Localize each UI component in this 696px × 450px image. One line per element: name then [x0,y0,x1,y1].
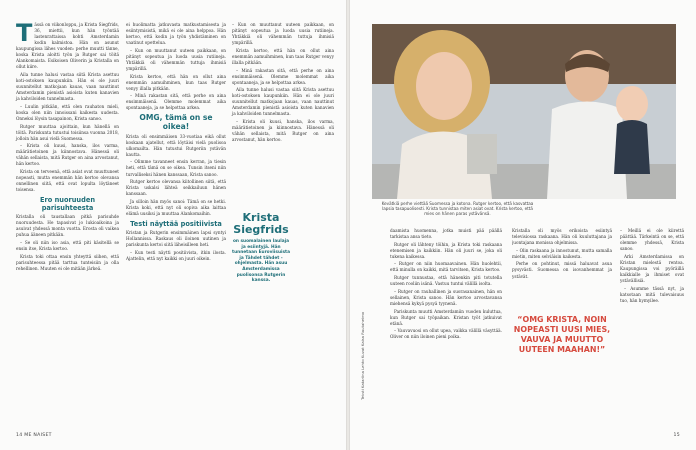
paragraph: ei huolimatta jatkuvasta matkustamisesta ja esiintymisistä, mikä ei ole aina helppoa. Hän kertoo, että kodin ja työn yhdistäminen on vaatinut opettelua. [126,22,226,46]
paragraph: – Krista oli kuusi, hanska, ilos varma, määrätietoinen ja kiinnostava. Hänessä oli vähän sellaista, mitä Rutger on aina arvostanut, hän kertoo. [16,143,119,167]
paragraph: Krista kertoo, että hän on ollut aina enemmän aamuihminen, kun taas Rutger venyy illalla pitkään. [232,47,334,65]
paragraph: Arki Amsterdamissa on Kristan mielestä rentoa. Kaupungissa voi pyöräillä kaikkialle ja ihmiset ovat ystävällisiä. [620,253,684,283]
text-column-6 [620,228,684,305]
paragraph: – Rutger on niin huomaavainen. Hän huolehtii, että minulla on kaikki, mitä tarvitsen, Krista kertoo. [390,261,502,273]
paragraph: – Olin raskaana ja innostunut, mutta samalla mietin, miten selviäisin kaikesta. [512,247,612,259]
subheading: Ero nuoruuden parisuhteesta [39,196,96,213]
drop-cap: T [16,19,33,47]
paragraph: daamista huomenna, jotka muisti pää päällä tarkistaa ansa tieto. [390,228,502,240]
paragraph: Krista toki ottaa ensin yhteyttä siihen, että parisuhteessa pitää tarttua tunteisiin ja olla rehellinen. Muuten ei ole mitään järkeä. [16,253,119,271]
text-column-5 [512,228,612,308]
paragraph: Ja silloin hän myös sanoi: Tämä on se hetki. Krista koki, että nyt oli sopiva aika laittaa elämä uusiksi ja muuttaa Alankomaihin. [126,198,226,216]
paragraph: Kristalla oli taustallaan pitkä parisuhde nuoruudesta. He tapasivat jo lukioaikoina ja asuivat yhdessä monta vuotta. Erosta oli vaikea puhua ääneen pitkään. [16,214,119,238]
left-page [0,0,346,450]
paragraph: – Se oli niin iso asia, että piti käsitellä se ensin itse, Krista kertoo. [16,240,119,252]
photo-caption: Kevätkiä perhe viettää Suomessa ja kotona. Rutger kertoo, että kasvattaa lapsia tasapuolisesti. Krista tunnistaa miten asiat ovat. Krista kertoo, että mies on hänen paras ystävänsä. [381,201,534,216]
paragraph: – Meillä ei ole kiirettä päättää. Tärkeintä on se, että olemme yhdessä, Krista sanoo. [620,228,684,252]
text-column-2 [126,22,226,263]
paragraph: Rutger kertoo olevansa kiitollinen siitä, että Krista uskalsi lähteä seikkailuun hänen kanssaan. [126,179,226,197]
sidebar-text: on suomalainen laulaja ja esiintyjä. Hän tunnetaan Euroviisuista ja Tähdet tähdet -ohjelmasta. Hän asuu Amsterdamissa puolisonsa Rutgerin kanssa. [232,239,290,284]
paragraph: – Rutger on rauhallinen ja suorasanainen, hän on sellainen, Krista sanoo. Hän kertoo arvostavansa miehensä kykyä pysyä tyynenä. [390,288,502,306]
paragraph: – Luulin pitkään, että olen rauhaton mieli, koska olen niin innoissani kaikesta uudesta. Onneksi löysin tasapainon, Krista sanoo. [16,103,119,121]
text-column-4 [390,228,502,342]
text-column-1 [16,19,119,273]
text-column-3 [232,22,334,145]
paragraph: Pariskunta muutti Amsterdamiin vuoden kuluttua, kun Rutger sai työpaikan. Kristan työt jatkuivat etänä. [390,308,502,326]
paragraph: Aila tunne halusi vastaa siitä Krista asettuu koti-ostoksen kaupunkiin. Hän ei ole juuri suunnitellut matkojaan kauas, vaan nauttinut Amsterdamin pienistä asioista kuten kanavien ja kahviloiden tunnelmasta. [16,71,119,102]
paragraph: – Krista oli kuusi, hanska, ilos varma, määrätietoinen ja kiinnostava. Hänessä oli vähän sellaista, mitä Rutger on aina arvostanut, hän kertoo. [232,119,334,143]
page-folio-left: 14 ME NAISET [16,433,52,438]
subheading: OMG, tämä on se oikea! [139,113,213,132]
paragraph: – Minä rakastan sitä, että perhe on aina ensimmäisenä. Olemme molemmat aika spontaaneja, ja se helpottaa arkea. [126,93,226,111]
photo-illustration [372,24,676,199]
profile-sidebar [231,212,291,284]
paragraph: Rutger tunnustaa, että hänenkin piti totutella uuteen rooliin isänä. Vastuu tuntui välillä isolta. [390,275,502,287]
paragraph: Rutger oli lähteny töihin, ja Krista toki raskaana etenemisen ja kaikkiin. Hän oli juuri se, joka oli tukena kaikessa. [390,241,502,259]
paragraph: – Kun on muuttanut uuteen paikkaan, on pitänyt sopeutua ja luoda uusia rutiineja. Yhtäkkiä oli vähemmän tuttuja ihmisiä ympärillä. [232,22,334,46]
paragraph: – Vauvavuosi on ollut upea, vaikka välillä väsyttää. Oliver on niin iloinen pieni poika. [390,328,502,340]
paragraph: – Minä rakastan sitä, että perhe on aina ensimmäisenä. Olemme molemmat aika spontaaneja, ja se helpottaa arkea. [232,67,334,85]
paragraph: Rutger muuttaa ajoittain, kun hänellä on töitä. Pariskunta tutustui toisiinsa vuonna 2018, jolloin hän asui vielä Suomessa. [16,123,119,141]
subheading: Testi näyttää positiivista [130,220,222,229]
paragraph: Krista oli ensimmäisen 33-vuotiaa eikä ollut koskaan ajatellut, että löytäisi vielä puolisoa ulkomailta. Hän tutustui Rutgeriin ystävän kautta. [126,133,226,157]
paragraph: – Asumme tässä nyt, ja katsotaan mitä tulevaisuus tuo, hän hymyilee. [620,285,684,303]
photo-credit: Teksti Katariina Lehto Kuvat Kaisa Rautaheimo [360,311,365,400]
paragraph: – Olimme tavanneet ensin kerran, ja tiesin heti, että tämä on se oikea. Tunsin itseni niin turvalliseksi hänen kanssaan, Krista sanoo. [126,159,226,177]
paragraph: Kristalla oli myös erikoista esiintyä televisiossa raskaana. Hän oli kuuluttajana ja juontajana monissa ohjelmissa. [512,228,612,246]
paragraph: – Kun on muuttanut uuteen paikkaan, on pitänyt sopeutua ja luoda uusia rutiineja. Yhtäkkiä oli vähemmän tuttuja ihmisiä ympärillä. [126,47,226,71]
paragraph: Kristan ja Rutgerin ensimmäinen lapsi syntyi Hollannissa. Raskaus oli iloinen uutinen ja pariskunta kertoi siitä läheisilleen heti. [126,230,226,248]
paragraph: ässä on viikonloppu, ja Krista Siegfrids, 36, miettii, kun hän työntää lastenrattaissa kohti Amsterdamin kodin kalmistoa. Hän on asunut kaupungissa lähes vuoden: perhe muutti tänne, koska Krista aloitti työn ja Rutger sai töitä Alankomaista. Esikoisen Oliverin ja Kristalla on ollut kiire. [16,22,119,70]
pull-quote: “OMG KRISTA, NOIN NOPEASTI UUSI MIES, VAUVA JA MUUTTO UUTEEN MAAHAN!” [513,315,611,354]
sidebar-name: Krista Siegfrids [233,211,289,236]
family-photo [372,24,676,199]
paragraph: Perhe on pohtinut, missä haluavat asua pysyvästi. Suomessa on isovanhemmat ja ystävät. [512,261,612,279]
paragraph: Aila tunne halusi vastaa siitä Krista asettuu koti-ostoksen kaupunkiin. Hän ei ole juuri suunnitellut matkojaan kauas, vaan nauttinut Amsterdamin pienistä asioista kuten kanavien ja kahviloiden tunnelmasta. [232,87,334,117]
paragraph: Krista kertoo, että hän on ollut aina enemmän aamuihminen, kun taas Rutger venyy illalla pitkään. [126,73,226,91]
paragraph: – Kun testi näytti positiivista, itkin ilosta. Ajattelin, että nyt kaikki on juuri oikein. [126,249,226,261]
paragraph: Krista on terveenä, että asiat ovat muuttuneet nopeasti, mutta enemmän hän kertoo olevansa onnellinen siitä, että ovat lopulta löytäneet toisensa. [16,169,119,193]
page-folio-right: 15 [673,433,680,438]
